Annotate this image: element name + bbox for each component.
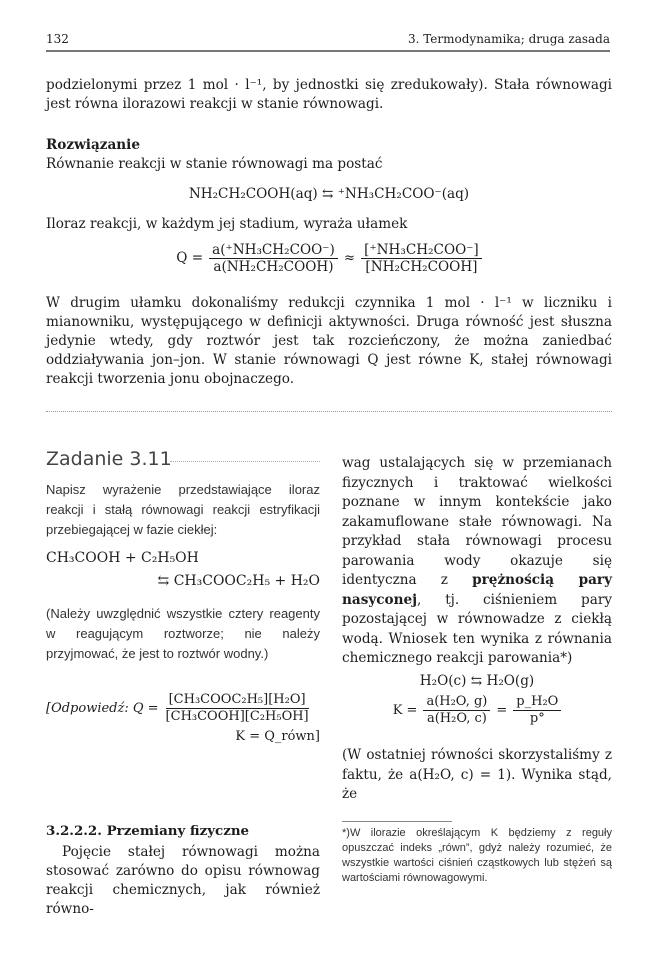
concentration-fraction bbox=[361, 242, 482, 275]
activity-denominator: a(NH₂CH₂COOH) bbox=[213, 259, 334, 275]
activity-fraction bbox=[209, 242, 338, 275]
equation-quotient bbox=[46, 242, 612, 275]
exercise-text: Napisz wyrażenie przedstawiające iloraz reakcji i stałą równowagi reakcji estryfikacji przebiegającej w fazie ciekłej: bbox=[46, 482, 320, 537]
footnote-rule bbox=[342, 821, 452, 822]
solution-text: Równanie reakcji w stanie równowagi ma postać bbox=[46, 156, 383, 172]
exercise-eq-line2: ⇆ CH₃COOC₂H₅ + H₂O bbox=[157, 573, 320, 589]
right-conclusion: (W ostatniej równości skorzystaliśmy z faktu, że a(H₂O, c) = 1). Wynika stąd, że bbox=[342, 747, 612, 802]
activity-numerator: a(⁺NH₃CH₂COO⁻) bbox=[209, 242, 338, 259]
exercise-title-rule bbox=[170, 461, 320, 462]
answer-fraction bbox=[163, 692, 312, 725]
equilibrium-constant-equation bbox=[342, 694, 612, 727]
concentration-numerator: [⁺NH₃CH₂COO⁻] bbox=[361, 242, 482, 259]
explanation-paragraph: W drugim ułamku dokonaliśmy redukcji czynnika 1 mol · l⁻¹ w liczniku i mianowniku, występującego w definicji aktywności. Druga równość jest słuszna jedynie wtedy, gdy roztwór jest tak rozcieńczony, że można zaniedbać oddziaływania jon–jon. W stanie równowagi Q jest równe K, stałej równowagi reakcji tworzenia jonu obojnaczego. bbox=[46, 295, 612, 387]
k-pressure-fraction bbox=[513, 694, 561, 727]
quotient-text: Iloraz reakcji, w każdym jej stadium, wyraża ułamek bbox=[46, 216, 408, 232]
q-lhs: Q = bbox=[176, 250, 204, 266]
k-numerator: a(H₂O, g) bbox=[423, 694, 490, 711]
exercise-answer bbox=[46, 692, 320, 746]
chapter-title: 3. Termodynamika; druga zasada bbox=[407, 32, 610, 46]
section-heading: 3.2.2.2. Przemiany fizyczne bbox=[46, 823, 250, 839]
right-paragraph-pre: wag ustalających się w przemianach fizycznych i traktować wielkości poznane w innym kontekście jako zakamuflowane stałe równowagi. Na przykład stała równowagi procesu parowania wody okazuje się identyczna z bbox=[342, 455, 612, 588]
page-header bbox=[46, 30, 610, 50]
exercise-note: (Należy uwzględnić wszystkie cztery reagenty w reagującym roztworze; nie należy przyjmować, że jest to roztwór wodny.) bbox=[46, 606, 320, 661]
page-number: 132 bbox=[46, 32, 69, 46]
section-text: Pojęcie stałej równowagi można stosować zarówno do opisu równowag reakcji chemicznych, jak również równo- bbox=[46, 844, 320, 917]
k-lhs: K = bbox=[392, 703, 418, 718]
exercise-eq-line1: CH₃COOH + C₂H₅OH bbox=[46, 550, 199, 566]
approx-sign: ≈ bbox=[343, 250, 356, 266]
exercise-title: Zadanie 3.11 bbox=[46, 448, 172, 470]
section-separator bbox=[46, 411, 612, 412]
intro-paragraph: podzielonymi przez 1 mol · l⁻¹, by jednostki się zredukowały). Stała równowagi jest równa ilorazowi reakcji w stanie równowagi. bbox=[46, 77, 612, 112]
k-pressure-denominator: p° bbox=[529, 711, 545, 726]
header-rule bbox=[46, 50, 610, 52]
answer-denominator: [CH₃COOH][C₂H₅OH] bbox=[165, 709, 309, 724]
equation-zwitterion: NH₂CH₂COOH(aq) ⇆ ⁺NH₃CH₂COO⁻(aq) bbox=[188, 186, 470, 202]
answer-tail: K = Q_równ] bbox=[235, 729, 320, 744]
right-paragraph-bold: prężnością pary nasyconej bbox=[342, 572, 612, 608]
solution-heading: Rozwiązanie bbox=[46, 137, 140, 153]
footnote: *)W ilorazie określającym K będziemy z reguły opuszczać indeks „równ”, gdyż należy rozumieć, że wszystkie wartości ciśnień cząstkowych lub stężeń są wartościami równowagowymi. bbox=[342, 827, 612, 884]
k-pressure-numerator: p_H₂O bbox=[513, 694, 561, 711]
answer-numerator: [CH₃COOC₂H₅][H₂O] bbox=[166, 692, 309, 709]
k-equals: = bbox=[496, 703, 508, 718]
evaporation-equation: H₂O(c) ⇆ H₂O(g) bbox=[419, 673, 535, 689]
k-denominator: a(H₂O, c) bbox=[426, 711, 487, 726]
k-activity-fraction bbox=[423, 694, 490, 727]
right-paragraph-post: , tj. ciśnieniem pary pozostającej w równowadze z ciekłą wodą. Wniosek ten wynika z równania chemicznego reakcji parowania*) bbox=[342, 591, 612, 666]
right-paragraph bbox=[342, 454, 612, 669]
answer-label: [Odpowiedź: Q = bbox=[46, 701, 159, 716]
concentration-denominator: [NH₂CH₂COOH] bbox=[365, 259, 478, 275]
